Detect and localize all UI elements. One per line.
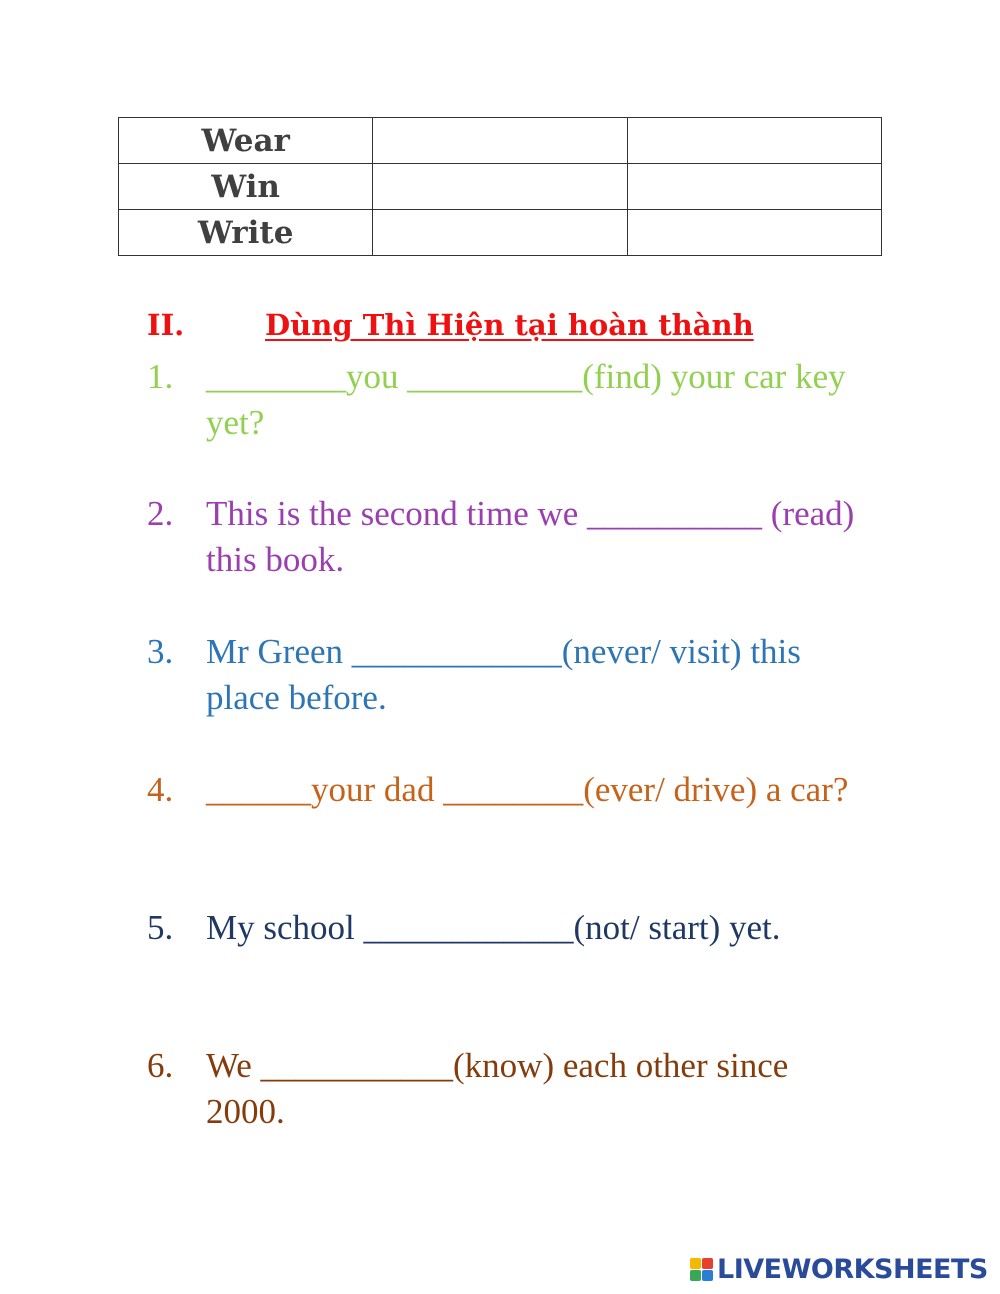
exercise-number: 6. xyxy=(147,1046,174,1085)
exercise-text: My school ____________(not/ start) yet. xyxy=(206,908,781,947)
section-title: Dùng Thì Hiện tại hoàn thành xyxy=(265,308,754,342)
exercise-item xyxy=(147,1043,867,1135)
exercise-text: This is the second time we __________ (read) this book. xyxy=(206,494,855,579)
exercise-item xyxy=(147,767,867,813)
verb-cell: Win xyxy=(119,164,373,210)
exercise-item xyxy=(147,905,867,951)
past-simple-cell[interactable] xyxy=(373,118,627,164)
section-heading xyxy=(147,308,754,342)
exercise-text: We ___________(know) each other since 2000. xyxy=(206,1046,789,1131)
exercise-text: ________you __________(find) your car key yet? xyxy=(206,357,846,442)
logo-text: LIVEWORKSHEETS xyxy=(717,1253,988,1285)
past-simple-cell[interactable] xyxy=(373,210,627,256)
table-row xyxy=(119,164,882,210)
verb-cell: Wear xyxy=(119,118,373,164)
irregular-verbs-table xyxy=(118,117,882,256)
exercise-item xyxy=(147,491,867,583)
exercise-number: 2. xyxy=(147,494,174,533)
verb-cell: Write xyxy=(119,210,373,256)
liveworksheets-logo[interactable] xyxy=(690,1254,988,1284)
exercise-number: 1. xyxy=(147,357,174,396)
exercise-item xyxy=(147,354,867,446)
exercise-text: ______your dad ________(ever/ drive) a car? xyxy=(206,770,849,809)
section-numeral: II. xyxy=(147,308,185,342)
liveworksheets-logo-icon xyxy=(690,1258,713,1281)
exercise-item xyxy=(147,629,867,721)
exercise-text: Mr Green ____________(never/ visit) this place before. xyxy=(206,632,801,717)
exercise-number: 5. xyxy=(147,908,174,947)
past-participle-cell[interactable] xyxy=(627,164,881,210)
table-row xyxy=(119,118,882,164)
exercise-number: 4. xyxy=(147,770,174,809)
past-simple-cell[interactable] xyxy=(373,164,627,210)
past-participle-cell[interactable] xyxy=(627,210,881,256)
exercise-number: 3. xyxy=(147,632,174,671)
past-participle-cell[interactable] xyxy=(627,118,881,164)
table-row xyxy=(119,210,882,256)
